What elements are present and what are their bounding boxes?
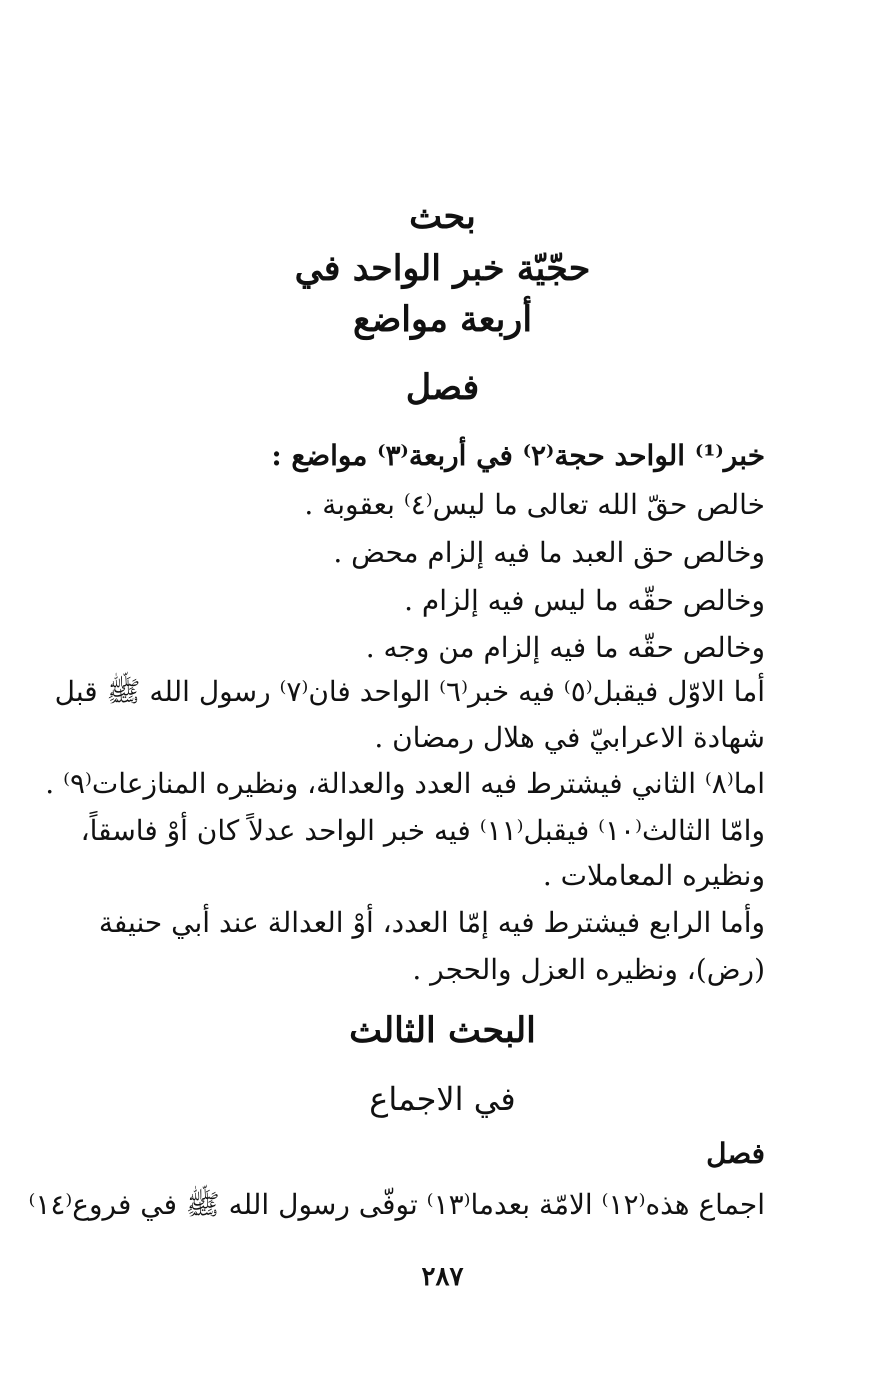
section-heading-fasl: فصل	[405, 367, 480, 408]
paragraph-line: وخالص حق العبد ما فيه إلزام محض .	[333, 536, 765, 569]
paragraph-line: وخالص حقّه ما ليس فيه إلزام .	[404, 584, 765, 617]
paragraph-line: أما الاوّل فيقبل⁽٥⁾ فيه خبر⁽٦⁾ الواحد فان⁽٧⁾ رسول الله ﷺ قبل	[54, 675, 765, 708]
paragraph-line: وامّا الثالث⁽١٠⁾ فيقبل⁽١١⁾ فيه خبر الواحد عدلاً كان أوْ فاسقاً،	[80, 814, 765, 847]
paragraph-line: وأما الرابع فيشترط فيه إمّا العدد، أوْ العدالة عند أبي حنيفة	[98, 906, 765, 939]
chapter-subheading: في الاجماع	[369, 1080, 516, 1118]
title-line-2: حجّيّة خبر الواحد في	[294, 248, 591, 289]
section-heading-fasl-2: فصل	[706, 1137, 765, 1170]
paragraph-line: وخالص حقّه ما فيه إلزام من وجه .	[365, 631, 765, 664]
paragraph-line: اجماع هذه⁽١٢⁾ الامّة بعدما⁽١٣⁾ توفّى رسول الله ﷺ في فروع⁽١٤⁾	[28, 1188, 765, 1221]
paragraph-line: (رض)، ونظيره العزل والحجر .	[412, 953, 765, 986]
paragraph-line: ونظيره المعاملات .	[542, 859, 765, 892]
page-number: ٢٨٧	[421, 1262, 464, 1292]
title-line-3: أربعة مواضع	[352, 299, 533, 340]
paragraph-line: خالص حقّ الله تعالى ما ليس⁽٤⁾ بعقوبة .	[304, 488, 765, 521]
paragraph-line: خبر⁽¹⁾ الواحد حجة⁽٢⁾ في أربعة⁽٣⁾ مواضع :	[271, 439, 765, 472]
chapter-heading: البحث الثالث	[349, 1010, 536, 1051]
paragraph-line: اما⁽٨⁾ الثاني فيشترط فيه العدد والعدالة، ونظيره المنازعات⁽٩⁾ .	[45, 767, 765, 800]
title-line-1: بحث	[409, 196, 476, 237]
paragraph-line: شهادة الاعرابيّ في هلال رمضان .	[374, 721, 765, 754]
